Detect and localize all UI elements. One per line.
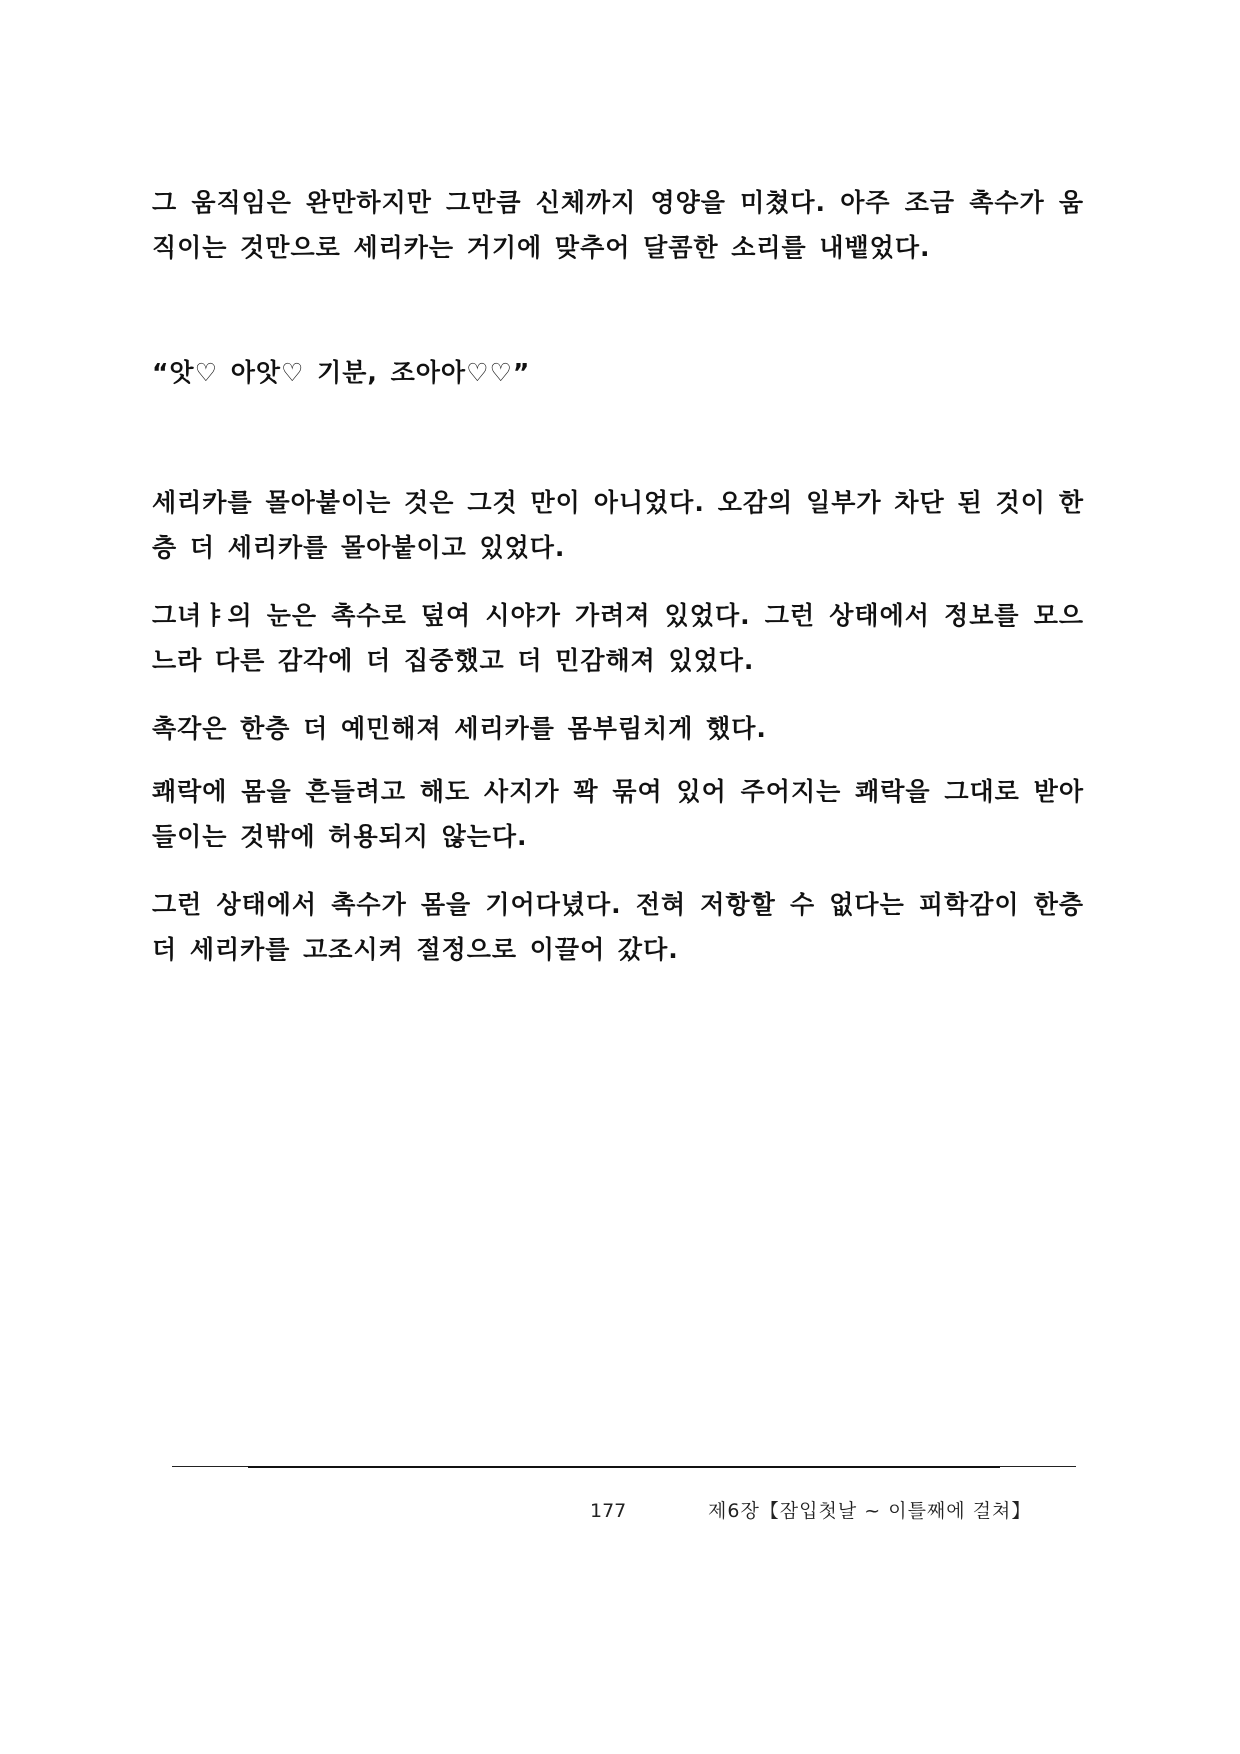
page-number: 177 xyxy=(590,1500,627,1522)
body-paragraph xyxy=(152,480,1084,570)
body-paragraph xyxy=(152,769,1084,859)
paragraph-text: 세리카를 몰아붙이는 것은 그것 만이 아니었다. 오감의 일부가 차단 된 것이 한층 더 세리카를 몰아붙이고 있었다. xyxy=(152,488,1084,562)
chapter-title: 제6장【잠입첫날 ~ 이틀째에 걸쳐】 xyxy=(708,1500,1032,1522)
paragraph-text: 그런 상태에서 촉수가 몸을 기어다녔다. 전혀 저항할 수 없다는 피학감이 한층 더 세리카를 고조시켜 절정으로 이끌어 갔다. xyxy=(152,890,1084,964)
paragraph-text: 그녀ㅑ의 눈은 촉수로 덮여 시야가 가려져 있었다. 그런 상태에서 정보를 모으느라 다른 감각에 더 집중했고 더 민감해져 있었다. xyxy=(152,601,1084,675)
body-paragraph xyxy=(152,706,1084,751)
paragraph-text: 그 움직임은 완만하지만 그만큼 신체까지 영양을 미쳤다. 아주 조금 촉수가 움직이는 것만으로 세리카는 거기에 맞추어 달콤한 소리를 내뱉었다. xyxy=(152,188,1084,262)
footer-divider-accent xyxy=(248,1466,1000,1468)
body-paragraph xyxy=(152,180,1084,270)
paragraph-text: “앗♡ 아앗♡ 기분, 조아아♡♡” xyxy=(152,358,531,387)
paragraph-text: 촉각은 한층 더 예민해져 세리카를 몸부림치게 했다. xyxy=(152,714,767,743)
body-paragraph xyxy=(152,593,1084,683)
paragraph-text: 쾌락에 몸을 흔들려고 해도 사지가 꽉 묶여 있어 주어지는 쾌락을 그대로 받아들이는 것밖에 허용되지 않는다. xyxy=(152,777,1084,851)
dialogue-paragraph xyxy=(152,350,1084,395)
body-paragraph xyxy=(152,882,1084,972)
